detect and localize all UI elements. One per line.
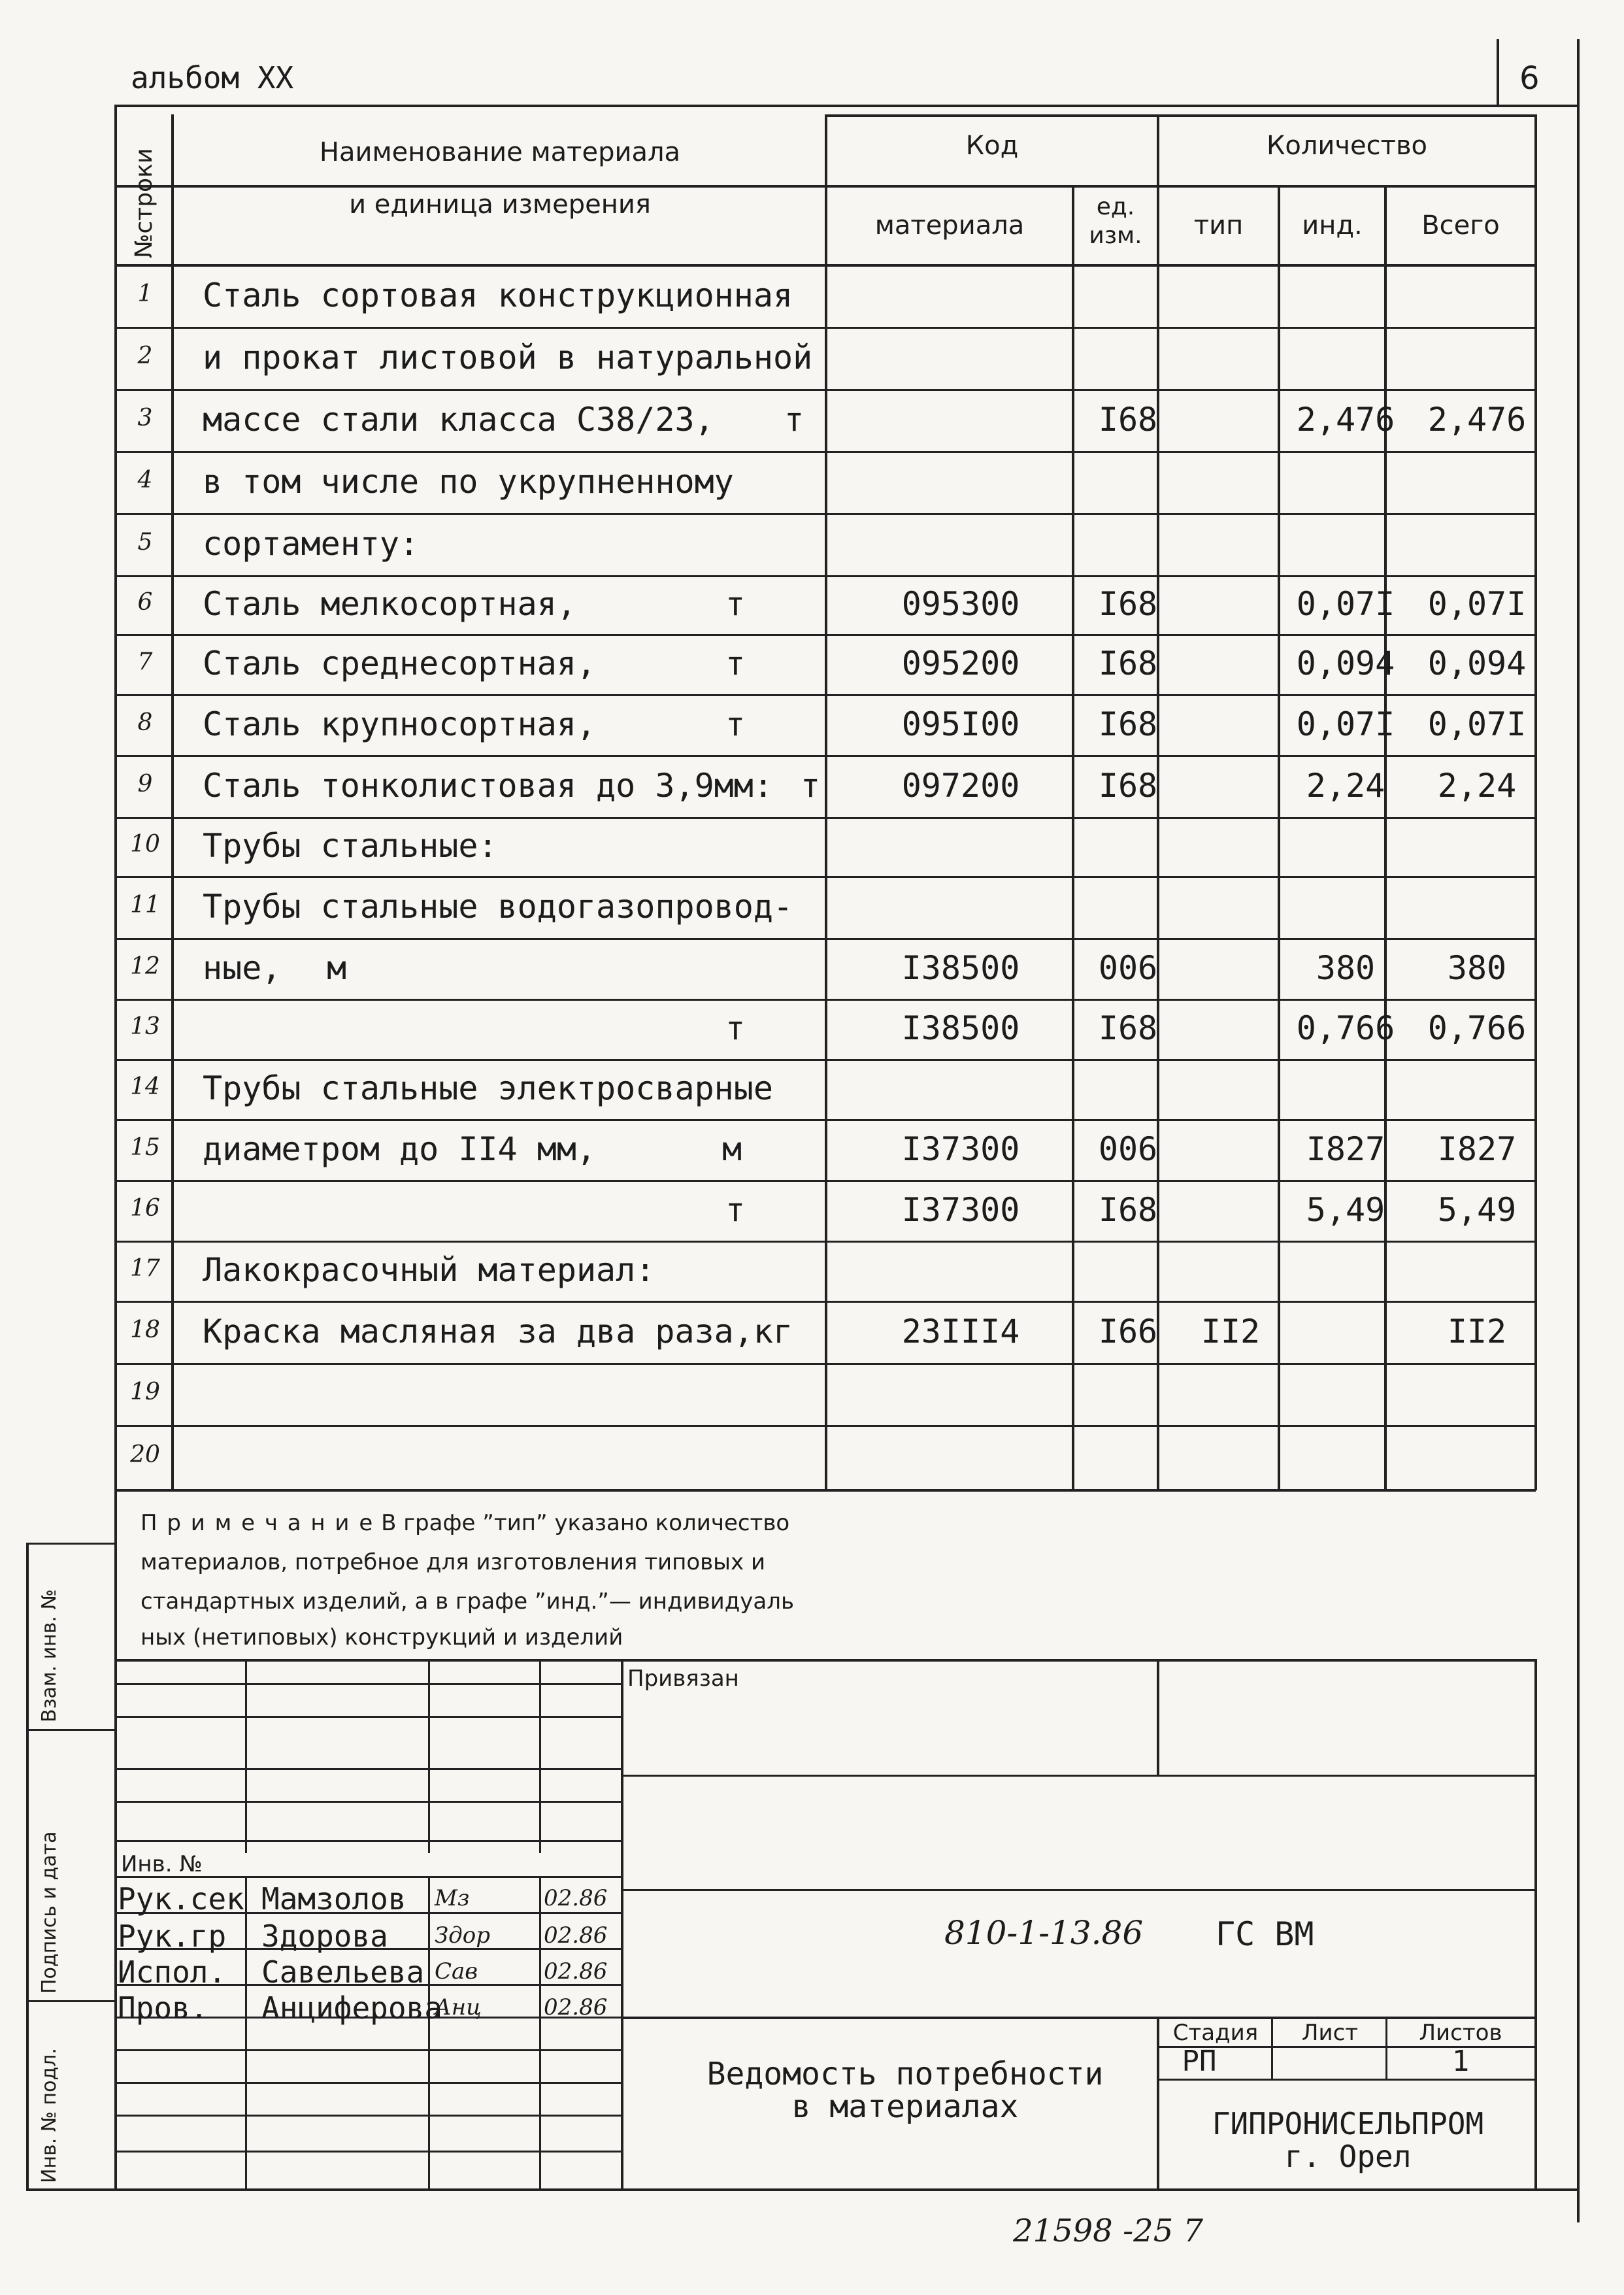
row-name: сортаменту: [203,524,420,563]
stamp-title-line2: в материалах [791,2088,1019,2125]
row-unit-code: I68 [1098,1009,1158,1047]
row-unit-code: I68 [1098,705,1158,743]
stamp-sheets-label: Листов [1419,2020,1502,2046]
row-name: в том числе по укрупненному [203,462,734,501]
col-line-name [825,114,827,1490]
row-unit-code: I68 [1098,400,1158,439]
row-number: 9 [137,770,153,797]
row-code: 095I00 [901,705,1020,743]
side-label-podpis: Подпись и дата [38,1831,61,1994]
row-number: 11 [130,891,160,918]
row-code: I37300 [901,1130,1020,1168]
stamp-role: Пров. [118,1990,208,2026]
row-name: диаметром до II4 мм, [203,1130,597,1168]
col-line-ind [1384,185,1387,1490]
row-name: Сталь крупносортная, [203,705,597,743]
row-code: I37300 [901,1190,1020,1229]
header-name-line2: и единица измерения [349,190,651,220]
stamp-grid-col [539,1660,541,1853]
footer-number: 21598 -25 7 [1013,2213,1204,2249]
row-name: Сталь тонколистовая до 3,9мм: [203,766,773,805]
sheet-number-divider [1497,39,1499,106]
album-label: альбом XX [131,60,294,95]
stamp-stage-div2 [1385,2017,1387,2080]
stamp-org-line1: ГИПРОНИСЕЛЬПРОМ [1212,2106,1484,2141]
note-line4: ных (нетиповых) конструкций и изделий [141,1624,623,1650]
stamp-grid-line [114,2151,622,2153]
row-number: 14 [130,1073,160,1100]
side-label-vzam: Взам. инв. № [38,1589,61,1722]
stamp-line-title-top [621,2017,1536,2019]
stamp-stage-label: Стадия [1172,2020,1259,2046]
row-ind: 380 [1316,948,1376,987]
row-type: II2 [1201,1312,1261,1350]
row-number: 3 [137,404,153,431]
row-total: II2 [1447,1312,1507,1350]
row-total: 0,07I [1427,585,1527,623]
row-code: 095200 [901,645,1020,682]
row-name: Краска масляная за два раза,кг [203,1312,793,1350]
row-code: I38500 [901,1009,1020,1047]
row-name: ные, [203,948,282,987]
stamp-date: 02.86 [544,1885,608,1911]
row-unit-code: I68 [1098,766,1158,805]
row-total: 0,766 [1427,1009,1527,1047]
stamp-grid-line [114,1768,622,1770]
row-number: 12 [130,952,160,980]
note-line2: материалов, потребное для изготовления типовых и [141,1549,766,1575]
header-quantity: Количество [1266,131,1427,161]
stamp-date: 02.86 [544,1958,608,1985]
stamp-top-line [114,1659,1536,1662]
stamp-grid-col [245,1876,247,2190]
row-number: 1 [137,280,153,307]
stamp-grid-col [428,1660,430,1853]
row-unit: т [725,585,746,623]
sheet-number: 6 [1519,60,1540,97]
stamp-role: Рук.сек [118,1881,244,1917]
frame-right-line [1577,39,1580,2222]
row-total: 5,49 [1437,1190,1517,1229]
row-number: 10 [130,831,160,858]
row-name: Лакокрасочный материал: [203,1251,655,1289]
stamp-person: Здорова [261,1918,388,1954]
row-number: 18 [130,1316,160,1343]
row-total: 0,094 [1427,645,1527,682]
row-name: Сталь сортовая конструкционная [203,276,793,314]
stamp-signature: Сав [435,1958,478,1985]
stamp-line-privyazan [621,1775,1536,1777]
stamp-org-line2: г. Орел [1284,2139,1412,2174]
stamp-grid-line [114,2049,622,2051]
stamp-privyazan-divider [1157,1660,1159,1775]
row-unit: т [725,1190,746,1229]
row-number: 19 [130,1378,160,1405]
header-name-line1: Наименование материала [319,137,681,167]
stamp-line-code-top [621,1889,1536,1891]
row-unit-code: 006 [1098,1130,1158,1168]
header-code-unit-1: ед. [1096,193,1135,220]
row-number: 2 [137,342,153,369]
row-total: 2,24 [1437,766,1517,805]
side-label-inv: Инв. № подл. [38,2048,61,2183]
row-ind: 0,07I [1296,585,1395,623]
row-number: 16 [130,1194,160,1222]
row-unit-code: I68 [1098,585,1158,623]
row-number: 6 [137,589,153,616]
stamp-grid-line [114,1840,622,1842]
frame-bottom-line [26,2188,1578,2191]
row-unit-code: 006 [1098,948,1158,987]
stamp-grid-line [114,1801,622,1803]
side-strip-left [26,1543,29,2190]
stamp-grid-col [428,1876,430,2190]
row-name: Трубы стальные электросварные [203,1069,773,1107]
row-total: 2,476 [1427,400,1527,439]
col-line-code [1072,185,1074,1490]
row-number: 20 [130,1441,160,1468]
row-unit-code: I68 [1098,645,1158,682]
stamp-sheet-label: Лист [1301,2020,1359,2046]
stamp-doc-code: 810-1-13.86 [944,1914,1144,1952]
stamp-privyazan: Привязан [627,1666,739,1692]
stamp-main-divider [621,1659,623,2190]
note-line3: стандартных изделий, а в графе ”инд.”— индивидуаль [141,1588,794,1615]
stamp-signature: Анц [435,1994,482,2020]
col-line-rowno [171,114,174,1490]
row-total: 0,07I [1427,705,1527,743]
stamp-title-line1: Ведомость потребности [706,2056,1104,2092]
header-row-no: №строки [131,148,157,258]
stamp-doc-mark: ГС ВМ [1216,1915,1314,1953]
stamp-stage-div1 [1271,2017,1273,2080]
stamp-grid-line [114,1716,622,1718]
row-ind: 0,07I [1296,705,1395,743]
header-top-line [825,114,1537,117]
header-code-unit-2: изм. [1089,222,1142,249]
stamp-date: 02.86 [544,1994,608,2020]
stamp-grid-line [114,2115,622,2117]
row-code: 23III4 [901,1312,1020,1350]
stamp-role: Рук.гр [118,1918,227,1954]
note-line1-text: В графе ”тип” указано количество [381,1510,790,1536]
row-number: 17 [130,1255,160,1282]
stamp-date: 02.86 [544,1922,608,1949]
stamp-grid-col [245,1660,247,1853]
row-number: 5 [137,528,153,556]
stamp-person: Савельева [261,1954,425,1990]
row-total: 380 [1447,948,1507,987]
row-name: массе стали класса С38/23, [203,400,714,439]
stamp-signature: Мз [435,1885,470,1911]
row-ind: 2,24 [1306,766,1385,805]
row-unit: т [801,766,821,805]
row-ind: I827 [1306,1130,1385,1168]
header-qty-total: Всего [1421,210,1500,241]
row-unit: м [327,948,347,987]
stamp-sheets: 1 [1451,2045,1470,2078]
stamp-grid-line [114,2082,622,2084]
frame-top-line [114,105,1578,107]
stamp-stage-bottom-line [1157,2079,1536,2081]
row-number: 8 [137,709,153,736]
stamp-title-divider [1157,2017,1159,2190]
row-unit: т [725,1009,746,1047]
side-strip-div1 [26,1729,116,1731]
row-ind: 0,766 [1296,1009,1395,1047]
row-unit: т [784,400,804,439]
stamp-person: Мамзолов [261,1881,406,1917]
side-strip-top [26,1543,116,1545]
stamp-inv-no: Инв. № [121,1851,203,1877]
row-unit: т [725,645,746,682]
header-qty-type: тип [1193,210,1244,241]
row-unit: т [725,705,746,743]
stamp-signature: Здор [435,1922,490,1949]
note-line1-lead: П р и м е ч а н и е [141,1510,374,1536]
row-number: 13 [130,1013,160,1040]
row-unit-code: I66 [1098,1312,1158,1350]
row-number: 15 [130,1133,160,1161]
row-name: Трубы стальные водогазопровод- [203,887,793,926]
row-ind: 0,094 [1296,645,1395,682]
row-name: Сталь среднесортная, [203,645,597,682]
row-number: 4 [137,466,153,494]
row-name: Сталь мелкосортная, [203,585,576,623]
stamp-role: Испол. [118,1954,227,1990]
row-code: 095300 [901,585,1020,623]
row-name: и прокат листовой в натуральной [203,338,813,377]
side-strip-div2 [26,2000,116,2002]
row-unit: м [722,1130,742,1168]
stamp-grid-line [114,1683,622,1685]
note-line1 [141,1510,789,1536]
row-code: 097200 [901,766,1020,805]
row-code: I38500 [901,948,1020,987]
stamp-stage: РП [1182,2045,1217,2078]
row-ind: 2,476 [1296,400,1395,439]
header-code-material: материала [874,210,1025,241]
row-total: I827 [1437,1130,1517,1168]
row-unit-code: I68 [1098,1190,1158,1229]
stamp-grid-col [539,1876,541,2190]
row-number: 7 [137,648,153,675]
header-qty-ind: инд. [1302,210,1363,241]
row-name: Трубы стальные: [203,827,498,865]
col-line-type [1278,185,1280,1490]
header-code: Код [965,131,1019,161]
row-ind: 5,49 [1306,1190,1385,1229]
stamp-person: Анциферова [261,1990,442,2026]
